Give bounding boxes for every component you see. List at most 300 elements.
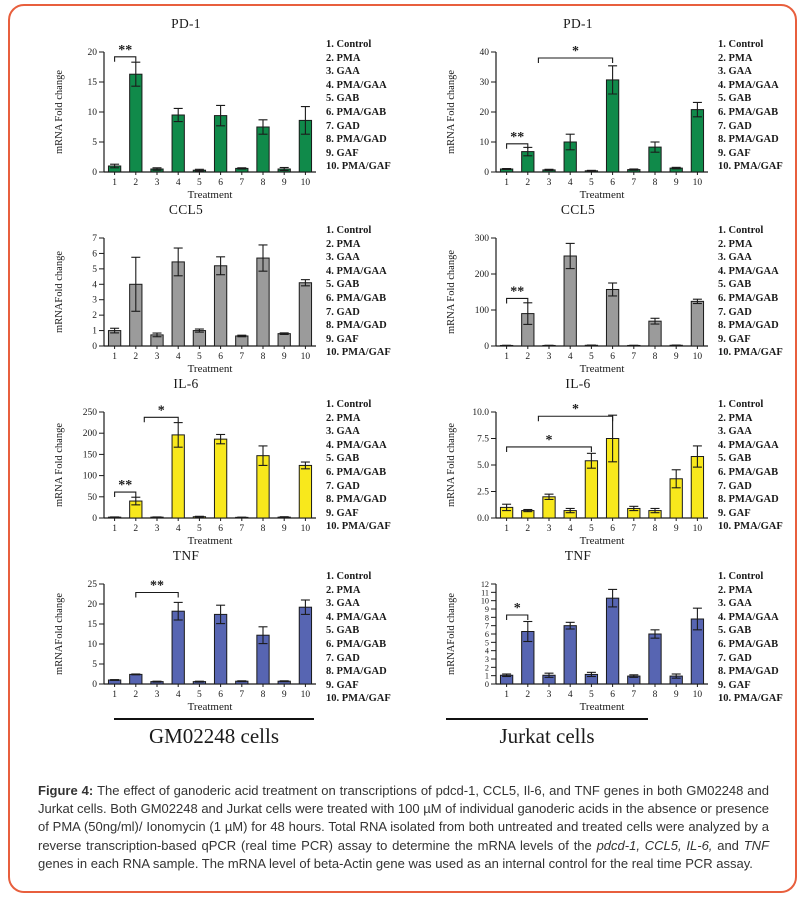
legend-item: 7. GAD xyxy=(718,120,752,132)
svg-text:2: 2 xyxy=(525,352,531,362)
legend-item: 8. PMA/GAD xyxy=(718,494,779,506)
y-axis-label: mRNA Fold change xyxy=(54,70,65,154)
svg-text:2: 2 xyxy=(484,663,489,673)
legend-item: 9. GAF xyxy=(326,333,359,345)
svg-text:1: 1 xyxy=(504,352,509,362)
y-axis-label: mRNA Fold change xyxy=(446,70,457,154)
svg-text:3: 3 xyxy=(484,655,489,664)
bar xyxy=(564,256,576,346)
bars xyxy=(108,435,311,518)
svg-text:8: 8 xyxy=(260,178,266,188)
svg-text:3: 3 xyxy=(154,524,160,534)
svg-text:4: 4 xyxy=(567,690,573,700)
chart-title-ccl5-jurkat: CCL5 xyxy=(560,202,596,217)
legend-item: 7. GAD xyxy=(326,120,360,132)
axes xyxy=(54,408,316,547)
svg-text:2: 2 xyxy=(525,690,531,700)
legend-item: 10. PMA/GAF xyxy=(326,521,391,533)
svg-text:1: 1 xyxy=(112,178,117,188)
legend-item: 7. GAD xyxy=(326,480,360,492)
bar-chart-ccl5-jurkat xyxy=(442,218,714,376)
group-label-right-text: Jurkat cells xyxy=(499,724,595,748)
charts-grid xyxy=(10,6,795,873)
svg-text:6: 6 xyxy=(610,524,615,534)
legend-item: 6. PMA/GAB xyxy=(718,638,779,650)
legend-item: 8. PMA/GAD xyxy=(326,320,387,332)
legend-item: 7. GAD xyxy=(718,480,752,492)
significance-bracket xyxy=(144,403,178,422)
figure-frame xyxy=(8,4,797,893)
significance-stars: * xyxy=(513,601,521,616)
bar xyxy=(214,614,226,684)
bar xyxy=(691,110,703,172)
svg-text:0: 0 xyxy=(484,168,489,178)
significance-stars: * xyxy=(545,432,553,448)
caption-segment: TNF xyxy=(743,837,770,853)
legend-item: 5. GAB xyxy=(326,453,360,465)
svg-text:100: 100 xyxy=(474,306,489,316)
treatment-legend xyxy=(326,16,402,174)
legend-item: 5. GAB xyxy=(326,93,360,105)
group-label-gm02248 xyxy=(10,718,402,770)
bar xyxy=(172,115,184,172)
svg-text:7: 7 xyxy=(239,352,245,362)
svg-text:40: 40 xyxy=(479,48,489,58)
svg-text:5: 5 xyxy=(92,138,97,148)
legend-item: 6. PMA/GAB xyxy=(718,106,779,118)
legend-item: 5. GAB xyxy=(326,625,360,637)
svg-text:7: 7 xyxy=(239,690,245,700)
bar xyxy=(214,439,226,518)
svg-text:9: 9 xyxy=(281,524,287,534)
cell-line-labels xyxy=(10,718,795,770)
legend-item: 10. PMA/GAF xyxy=(718,161,783,173)
axes xyxy=(446,408,708,547)
treatment-legend xyxy=(326,376,402,534)
x-axis-label: Treatment xyxy=(579,189,625,201)
legend-item: 4. PMA/GAA xyxy=(718,265,779,277)
legend-item: 3. GAA xyxy=(326,66,360,78)
svg-text:6: 6 xyxy=(610,352,615,362)
legend-item: 5. GAB xyxy=(718,625,752,637)
bars xyxy=(500,256,703,346)
svg-text:5: 5 xyxy=(589,690,594,700)
legend-item: 7. GAD xyxy=(326,306,360,318)
chart-area xyxy=(50,548,322,714)
y-axis-label: mRNAFold change xyxy=(446,593,457,675)
axes xyxy=(446,234,708,375)
svg-text:30: 30 xyxy=(479,78,489,88)
svg-text:6: 6 xyxy=(610,178,615,188)
svg-text:2: 2 xyxy=(133,178,139,188)
chart-area xyxy=(50,376,322,548)
group-label-left-text: GM02248 cells xyxy=(148,724,280,748)
svg-text:3: 3 xyxy=(546,690,552,700)
treatment-legend xyxy=(718,16,794,174)
axes xyxy=(54,48,316,201)
svg-text:2: 2 xyxy=(133,524,139,534)
svg-text:10: 10 xyxy=(300,690,311,700)
svg-text:8: 8 xyxy=(652,524,658,534)
bars xyxy=(108,607,311,684)
bar xyxy=(299,283,311,346)
x-axis-label: Treatment xyxy=(187,701,233,713)
svg-text:3: 3 xyxy=(546,178,552,188)
legend-item: 3. GAA xyxy=(326,252,360,264)
significance-stars: * xyxy=(572,44,579,59)
legend-item: 4. PMA/GAA xyxy=(718,439,779,451)
legend-item: 8. PMA/GAD xyxy=(326,666,387,678)
bar xyxy=(606,598,618,684)
bar xyxy=(649,321,661,346)
chart-area xyxy=(442,16,714,202)
svg-text:0: 0 xyxy=(484,680,489,689)
bar-chart-ccl5-gm02248 xyxy=(50,218,322,376)
chart-area xyxy=(50,16,322,202)
svg-text:7: 7 xyxy=(239,178,245,188)
svg-text:4: 4 xyxy=(175,352,181,362)
legend-item: 4. PMA/GAA xyxy=(718,79,779,91)
svg-text:4: 4 xyxy=(484,646,489,656)
bar xyxy=(606,289,618,346)
y-axis-label: mRNA Fold change xyxy=(446,423,457,507)
svg-text:10: 10 xyxy=(479,138,489,148)
svg-text:1: 1 xyxy=(92,326,97,337)
legend-item: 3. GAA xyxy=(718,598,752,610)
caption-segment: and xyxy=(712,837,744,853)
legend-item: 10. PMA/GAF xyxy=(326,161,391,173)
legend-item: 2. PMA xyxy=(326,584,361,596)
legend-item: 2. PMA xyxy=(718,584,753,596)
svg-text:10: 10 xyxy=(87,108,97,118)
svg-text:0: 0 xyxy=(92,342,97,352)
bar xyxy=(130,674,142,684)
legend-item: 6. PMA/GAB xyxy=(718,466,779,478)
svg-text:8: 8 xyxy=(260,352,266,362)
svg-text:5: 5 xyxy=(589,524,594,534)
legend-item: 6. PMA/GAB xyxy=(718,292,779,304)
legend-item: 9. GAF xyxy=(718,679,751,691)
significance-bracket xyxy=(538,402,612,421)
y-axis-label: mRNA Fold change xyxy=(446,250,457,334)
bar xyxy=(299,607,311,684)
svg-text:2: 2 xyxy=(525,178,531,188)
chart-title-il6-jurkat: IL-6 xyxy=(565,376,591,391)
y-axis-label: mRNA Fold change xyxy=(54,423,65,507)
svg-text:7: 7 xyxy=(631,178,637,188)
significance-stars: ** xyxy=(118,42,133,58)
significance-bracket xyxy=(507,284,528,303)
significance-stars: ** xyxy=(150,578,164,594)
legend-item: 10. PMA/GAF xyxy=(718,347,783,359)
significance-bracket xyxy=(115,478,136,497)
axes xyxy=(54,234,316,375)
y-axis-label: mRNAFold change xyxy=(54,251,65,333)
chart-cell-ccl5-jurkat xyxy=(402,202,794,376)
svg-text:9: 9 xyxy=(673,690,679,700)
chart-row-il6 xyxy=(10,376,795,548)
svg-text:4: 4 xyxy=(567,352,573,362)
significance-bracket xyxy=(507,601,528,620)
legend-item: 4. PMA/GAA xyxy=(326,611,387,623)
legend-item: 5. GAB xyxy=(718,93,752,105)
legend-item: 7. GAD xyxy=(718,306,752,318)
chart-cell-pd1-gm02248 xyxy=(10,16,402,202)
chart-title-pd1-jurkat: PD-1 xyxy=(563,16,593,31)
bar xyxy=(214,266,226,346)
significance-bracket xyxy=(507,433,592,452)
svg-text:10: 10 xyxy=(300,352,311,362)
svg-text:10: 10 xyxy=(300,524,311,534)
chart-row-tnf xyxy=(10,548,795,714)
caption-segment: pdcd-1, CCL5, IL-6, xyxy=(596,837,713,853)
x-axis-label: Treatment xyxy=(187,535,233,547)
legend-item: 5. GAB xyxy=(718,453,752,465)
axes xyxy=(446,580,708,713)
bars xyxy=(500,80,703,172)
treatment-legend xyxy=(718,202,794,360)
svg-text:6: 6 xyxy=(218,178,223,188)
treatment-legend xyxy=(718,376,794,534)
bar xyxy=(278,334,290,346)
axes xyxy=(446,48,708,201)
chart-title-il6-gm02248: IL-6 xyxy=(173,376,199,391)
svg-text:6: 6 xyxy=(218,690,223,700)
svg-text:4: 4 xyxy=(175,178,181,188)
svg-text:6: 6 xyxy=(610,690,615,700)
svg-text:12: 12 xyxy=(480,580,489,589)
legend-item: 9. GAF xyxy=(326,507,359,519)
svg-text:9: 9 xyxy=(673,352,679,362)
svg-text:1: 1 xyxy=(504,178,509,188)
chart-cell-tnf-gm02248 xyxy=(10,548,402,714)
legend-item: 6. PMA/GAB xyxy=(326,292,387,304)
bar xyxy=(564,626,576,684)
bar xyxy=(130,74,142,172)
legend-item: 4. PMA/GAA xyxy=(718,611,779,623)
svg-text:7: 7 xyxy=(92,234,97,244)
legend-item: 10. PMA/GAF xyxy=(718,693,783,705)
svg-text:11: 11 xyxy=(481,588,489,598)
svg-text:8: 8 xyxy=(484,613,489,623)
svg-text:10: 10 xyxy=(87,640,97,650)
svg-text:5: 5 xyxy=(197,690,202,700)
svg-text:2: 2 xyxy=(525,524,531,534)
svg-text:2: 2 xyxy=(92,311,97,322)
x-axis-label: Treatment xyxy=(579,363,625,375)
bar xyxy=(236,336,248,346)
legend-item: 9. GAF xyxy=(326,679,359,691)
svg-text:5: 5 xyxy=(484,638,489,648)
bar xyxy=(193,331,205,346)
chart-title-tnf-jurkat: TNF xyxy=(564,548,592,563)
treatment-legend xyxy=(326,202,402,360)
svg-text:10: 10 xyxy=(692,690,703,700)
svg-text:8: 8 xyxy=(652,178,658,188)
svg-text:10: 10 xyxy=(480,596,489,606)
chart-title-pd1-gm02248: PD-1 xyxy=(171,16,201,31)
legend-item: 9. GAF xyxy=(326,147,359,159)
group-underline-right xyxy=(446,718,648,720)
svg-text:25: 25 xyxy=(87,580,97,590)
svg-text:9: 9 xyxy=(673,178,679,188)
bars xyxy=(500,439,703,519)
svg-text:10: 10 xyxy=(692,524,703,534)
svg-text:3: 3 xyxy=(546,352,552,362)
caption-segment: The effect of ganoderic acid treatment on transcriptions of pdcd-1, CCL5, Il-6, and TNF genes in both GM02248 and Jurkat cells. Both GM02248 and Jurkat cells were treated with 100 µM of individual ganoderic acids in the absence or presence of PMA (50ng/ml)/ Ionomycin (1 µM) for 48 hours. Total RNA isolated from both untreated and treated cells were analyzed by a reverse transcription-based qPCR (real time PCR) assay to determine the mRNA levels of the xyxy=(38,783,769,853)
svg-text:0: 0 xyxy=(484,342,489,352)
svg-text:1: 1 xyxy=(484,671,489,681)
svg-text:5: 5 xyxy=(589,178,594,188)
legend-item: 3. GAA xyxy=(718,426,752,438)
svg-text:5: 5 xyxy=(197,524,202,534)
error-bars xyxy=(110,600,310,682)
legend-item: 6. PMA/GAB xyxy=(326,106,387,118)
x-axis-label: Treatment xyxy=(187,363,233,375)
svg-text:6: 6 xyxy=(92,249,97,260)
svg-text:1: 1 xyxy=(504,690,509,700)
legend-item: 6. PMA/GAB xyxy=(326,638,387,650)
bar xyxy=(585,461,597,518)
treatment-legend xyxy=(718,548,794,706)
svg-text:5: 5 xyxy=(197,352,202,362)
legend-item: 10. PMA/GAF xyxy=(718,521,783,533)
bars xyxy=(108,74,311,172)
svg-text:8: 8 xyxy=(652,352,658,362)
svg-text:5.0: 5.0 xyxy=(477,461,489,471)
significance-stars: * xyxy=(572,402,579,418)
caption-segment: Figure 4: xyxy=(38,783,98,798)
legend-item: 3. GAA xyxy=(718,66,752,78)
svg-text:250: 250 xyxy=(82,408,97,418)
chart-cell-ccl5-gm02248 xyxy=(10,202,402,376)
x-axis-label: Treatment xyxy=(579,535,625,547)
legend-item: 1. Control xyxy=(718,225,764,236)
legend-item: 1. Control xyxy=(718,39,764,50)
axes xyxy=(54,580,316,713)
svg-text:9: 9 xyxy=(673,524,679,534)
bar xyxy=(649,634,661,684)
legend-item: 1. Control xyxy=(326,571,372,582)
legend-item: 8. PMA/GAD xyxy=(326,494,387,506)
group-label-jurkat xyxy=(402,718,794,770)
svg-text:1: 1 xyxy=(112,524,117,534)
svg-text:100: 100 xyxy=(82,471,97,482)
svg-text:5: 5 xyxy=(197,178,202,188)
svg-text:7: 7 xyxy=(631,352,637,362)
svg-text:15: 15 xyxy=(87,620,97,630)
svg-text:4: 4 xyxy=(567,178,573,188)
bar-chart-pd1-jurkat xyxy=(442,32,714,202)
svg-text:20: 20 xyxy=(87,48,97,58)
legend-item: 2. PMA xyxy=(326,238,361,250)
legend-item: 8. PMA/GAD xyxy=(718,666,779,678)
svg-text:200: 200 xyxy=(474,270,489,280)
bar-chart-tnf-gm02248 xyxy=(50,564,322,714)
chart-cell-tnf-jurkat xyxy=(402,548,794,714)
svg-text:9: 9 xyxy=(281,690,287,700)
significance-stars: * xyxy=(157,403,165,419)
svg-text:9: 9 xyxy=(484,605,489,614)
svg-text:2: 2 xyxy=(133,690,139,700)
legend-item: 8. PMA/GAD xyxy=(326,134,387,146)
legend-item: 3. GAA xyxy=(718,252,752,264)
chart-cell-il6-jurkat xyxy=(402,376,794,548)
svg-text:8: 8 xyxy=(260,690,266,700)
svg-text:1: 1 xyxy=(112,690,117,700)
svg-text:7: 7 xyxy=(631,524,637,534)
legend-item: 1. Control xyxy=(326,39,372,50)
svg-text:200: 200 xyxy=(82,429,97,440)
svg-text:4: 4 xyxy=(567,524,573,534)
svg-text:5: 5 xyxy=(92,660,97,670)
legend-item: 6. PMA/GAB xyxy=(326,466,387,478)
svg-text:0: 0 xyxy=(92,514,97,524)
svg-text:4: 4 xyxy=(175,690,181,700)
chart-area xyxy=(442,376,714,548)
legend-item: 4. PMA/GAA xyxy=(326,79,387,91)
svg-text:4: 4 xyxy=(92,280,97,291)
chart-row-pd1 xyxy=(10,16,795,202)
legend-item: 1. Control xyxy=(718,571,764,582)
svg-text:10: 10 xyxy=(692,352,703,362)
svg-text:20: 20 xyxy=(87,600,97,610)
legend-item: 1. Control xyxy=(718,399,764,410)
legend-item: 10. PMA/GAF xyxy=(326,347,391,359)
legend-item: 3. GAA xyxy=(326,426,360,438)
svg-text:3: 3 xyxy=(92,295,97,306)
chart-title-tnf-gm02248: TNF xyxy=(172,548,200,563)
svg-text:2.5: 2.5 xyxy=(477,487,489,498)
significance-stars: ** xyxy=(510,284,525,300)
chart-area xyxy=(442,548,714,714)
chart-title-ccl5-gm02248: CCL5 xyxy=(168,202,204,217)
legend-item: 9. GAF xyxy=(718,147,751,159)
legend-item: 9. GAF xyxy=(718,507,751,519)
legend-item: 7. GAD xyxy=(718,652,752,664)
legend-item: 2. PMA xyxy=(718,52,753,64)
svg-text:9: 9 xyxy=(281,352,287,362)
bar-chart-il6-jurkat xyxy=(442,392,714,548)
figure-caption xyxy=(38,782,769,873)
svg-text:6: 6 xyxy=(218,352,223,362)
svg-text:6: 6 xyxy=(484,630,489,639)
svg-text:15: 15 xyxy=(87,78,97,88)
svg-text:7.5: 7.5 xyxy=(477,434,489,445)
bar xyxy=(172,611,184,684)
chart-area xyxy=(50,202,322,376)
error-bars xyxy=(502,66,702,171)
chart-cell-il6-gm02248 xyxy=(10,376,402,548)
significance-bracket xyxy=(507,130,528,149)
legend-item: 7. GAD xyxy=(326,652,360,664)
svg-text:0: 0 xyxy=(92,680,97,690)
bar-chart-pd1-gm02248 xyxy=(50,32,322,202)
svg-text:7: 7 xyxy=(631,690,637,700)
x-axis-label: Treatment xyxy=(187,189,233,201)
significance-bracket xyxy=(115,43,136,62)
svg-text:9: 9 xyxy=(281,178,287,188)
svg-text:2: 2 xyxy=(133,352,139,362)
svg-text:300: 300 xyxy=(474,234,489,244)
x-axis-label: Treatment xyxy=(579,701,625,713)
svg-text:6: 6 xyxy=(218,524,223,534)
legend-item: 2. PMA xyxy=(326,412,361,424)
chart-row-ccl5 xyxy=(10,202,795,376)
chart-area xyxy=(442,202,714,376)
svg-text:150: 150 xyxy=(82,450,97,461)
svg-text:10.0: 10.0 xyxy=(472,408,489,418)
